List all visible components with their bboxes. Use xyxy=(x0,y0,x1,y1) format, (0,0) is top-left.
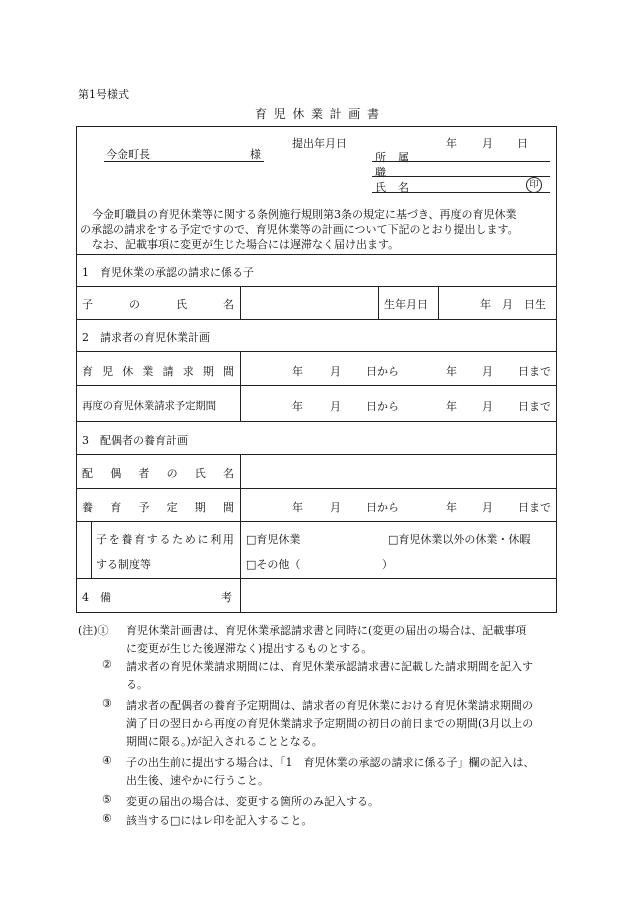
note-2-line-1: 請求者の育児休業請求期間には、育児休業承認請求書に記載した請求期間を記入す xyxy=(126,660,533,673)
intro-line-3: なお、記載事項に変更が生じた場合には遅滞なく届け出ます。 xyxy=(92,238,400,251)
notes-label: (注)① xyxy=(78,624,109,637)
option-other-close: ） xyxy=(382,558,393,571)
submission-date-label: 提出年月日 xyxy=(292,137,347,150)
remarks-label-right: 考 xyxy=(221,591,232,604)
care-to-year: 年 xyxy=(446,501,457,514)
name-label: 氏 名 xyxy=(375,181,409,194)
note-1-line-1: 育児休業計画書は、育児休業承認請求書と同時に(変更の届出の場合は、記載事項 xyxy=(126,624,527,637)
care-from-day: 日から xyxy=(366,501,399,514)
note-3-mark: ③ xyxy=(102,697,112,710)
option-other[interactable]: □その他（ xyxy=(246,558,301,571)
remarks-label-left: 4 備 xyxy=(82,591,111,604)
care-from-month: 月 xyxy=(330,501,341,514)
planned-from-day: 日から xyxy=(366,400,399,413)
option-childcare-leave[interactable]: □育児休業 xyxy=(246,533,301,546)
note-2-line-2: る。 xyxy=(126,678,148,691)
note-3-line-2: 満了日の翌日から再度の育児休業請求予定期間の初日の前日までの期間(3月以上の xyxy=(126,717,534,730)
note-2-mark: ② xyxy=(102,658,112,671)
department-label: 所 属 xyxy=(375,151,409,164)
option-other-leave[interactable]: □育児休業以外の休業・休暇 xyxy=(388,533,531,546)
post-label: 職 xyxy=(375,166,386,179)
section1-heading: 1 育児休業の承認の請求に係る子 xyxy=(82,266,254,279)
note-6-line-1: 該当する□にはレ印を記入すること。 xyxy=(126,814,313,827)
care-from-year: 年 xyxy=(292,501,303,514)
honorific: 様 xyxy=(250,148,261,161)
intro-line-1: 今金町職員の育児休業等に関する条例施行規則第3条の規定に基づき、再度の育児休業 xyxy=(92,208,517,221)
note-3-line-3: 期間に限る。)が記入されることとなる。 xyxy=(126,735,323,748)
planned-period-label: 再度の育児休業請求予定期間 xyxy=(82,400,216,412)
planned-to-day: 日まで xyxy=(518,400,551,413)
system-label-line-2: する制度等 xyxy=(96,558,151,571)
period-to-year: 年 xyxy=(446,365,457,378)
note-5-line-1: 変更の届出の場合は、変更する箇所のみ記入する。 xyxy=(126,795,379,808)
addressee: 今金町長 xyxy=(106,148,150,161)
note-3-line-1: 請求者の配偶者の養育予定期間は、請求者の育児休業における育児休業請求期間の xyxy=(126,699,533,712)
period-from-year: 年 xyxy=(292,365,303,378)
care-to-day: 日まで xyxy=(518,501,551,514)
note-4-mark: ④ xyxy=(102,754,112,767)
spouse-name-label: 配 偶 者 の 氏 名 xyxy=(82,467,234,480)
planned-from-month: 月 xyxy=(330,400,341,413)
birth-date-value: 年 月 日生 xyxy=(480,298,546,311)
date-month: 月 xyxy=(482,137,493,150)
section3-heading: 3 配偶者の養育計画 xyxy=(82,434,188,447)
system-label-line-1: 子 を 養 育 す る た め に 利 用 xyxy=(96,533,234,546)
note-6-mark: ⑥ xyxy=(102,812,112,825)
care-period-label: 養 育 予 定 期 間 xyxy=(82,501,234,514)
care-to-month: 月 xyxy=(482,501,493,514)
form-number: 第1号様式 xyxy=(78,88,129,101)
period-from-day: 日から xyxy=(366,365,399,378)
birth-date-label: 生年月日 xyxy=(384,298,428,311)
note-5-mark: ⑤ xyxy=(102,793,112,806)
planned-to-year: 年 xyxy=(446,400,457,413)
period-to-day: 日まで xyxy=(518,365,551,378)
period-to-month: 月 xyxy=(482,365,493,378)
request-period-label: 育 児 休 業 請 求 期 間 xyxy=(82,365,234,378)
seal-mark: 印 xyxy=(526,177,542,193)
period-from-month: 月 xyxy=(330,365,341,378)
section2-heading: 2 請求者の育児休業計画 xyxy=(82,331,210,344)
child-name-label: 子 の 氏 名 xyxy=(82,298,234,311)
date-day: 日 xyxy=(517,137,528,150)
page-title: 育 児 休 業 計 画 書 xyxy=(255,107,379,121)
planned-from-year: 年 xyxy=(292,400,303,413)
note-4-line-2: 出生後、速やかに行うこと。 xyxy=(126,774,269,787)
note-1-line-2: に変更が生じた後遅滞なく)提出するものとする。 xyxy=(126,642,373,655)
note-4-line-1: 子の出生前に提出する場合は、「1 育児休業の承認の請求に係る子」欄の記入は、 xyxy=(126,756,535,769)
date-year: 年 xyxy=(446,137,457,150)
intro-line-2: の承認の請求をする予定ですので、育児休業等の計画について下記のとおり提出します。 xyxy=(80,223,519,236)
planned-to-month: 月 xyxy=(482,400,493,413)
